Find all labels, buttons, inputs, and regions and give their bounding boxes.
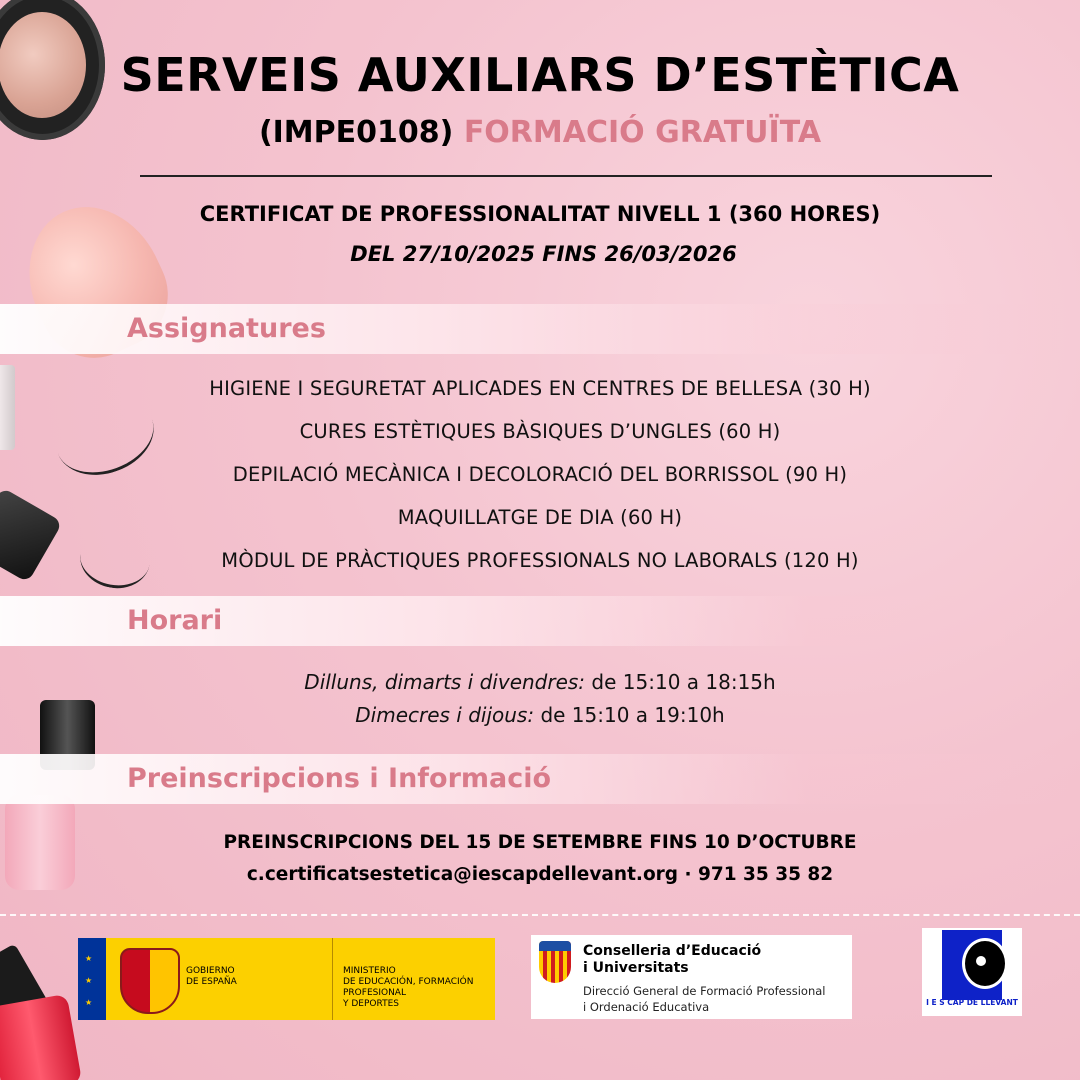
spain-coat-of-arms-icon bbox=[120, 948, 180, 1014]
ministry-line: Y DEPORTES bbox=[343, 999, 399, 1009]
ies-text: I E S CAP DE LLEVANT bbox=[926, 998, 1018, 1007]
separator: · bbox=[684, 864, 692, 885]
schedule-time: de 15:10 a 19:10h bbox=[540, 703, 725, 727]
list-item: HIGIENE I SEGURETAT APLICADES EN CENTRES DE BELLESA (30 H) bbox=[209, 377, 871, 400]
section-title-schedule: Horari bbox=[127, 605, 223, 636]
contact-phone[interactable]: 971 35 35 82 bbox=[697, 864, 834, 885]
schedule-row bbox=[0, 701, 1080, 734]
nail-polish-icon bbox=[0, 994, 82, 1080]
balearic-shield-icon bbox=[539, 941, 571, 983]
subject-list bbox=[0, 374, 1080, 589]
list-item: MÒDUL DE PRÀCTIQUES PROFESSIONALS NO LABORALS (120 H) bbox=[221, 549, 859, 572]
ministry-line: DE EDUCACIÓN, FORMACIÓN PROFESIONAL bbox=[343, 977, 474, 998]
schedule bbox=[0, 668, 1080, 734]
gov-line: GOBIERNO bbox=[186, 966, 235, 976]
contact-line bbox=[0, 862, 1080, 894]
conselleria-line: i Ordenació Educativa bbox=[583, 1000, 710, 1014]
conselleria-line: Conselleria d’Educació bbox=[583, 943, 762, 959]
section-title-info: Preinscripcions i Informació bbox=[127, 763, 552, 794]
ministry-text bbox=[343, 966, 495, 1010]
conselleria-logo bbox=[531, 935, 852, 1019]
conselleria-line: i Universitats bbox=[583, 960, 689, 976]
gobierno-espana-logo bbox=[78, 938, 495, 1020]
course-dates: DEL 27/10/2025 FINS 26/03/2026 bbox=[350, 242, 737, 266]
logo-divider bbox=[332, 938, 333, 1020]
list-item: DEPILACIÓ MECÀNICA I DECOLORACIÓ DEL BORRISSOL (90 H) bbox=[232, 463, 848, 486]
list-item: CURES ESTÈTIQUES BÀSIQUES D’UNGLES (60 H) bbox=[299, 420, 781, 443]
free-training-label: FORMACIÓ GRATUÏTA bbox=[463, 115, 822, 150]
section-title-subjects: Assignatures bbox=[127, 313, 326, 344]
footer-divider bbox=[0, 914, 1080, 916]
ies-cap-de-llevant-logo bbox=[922, 928, 1022, 1016]
gov-text bbox=[186, 966, 237, 988]
section-band-subjects bbox=[0, 304, 1080, 354]
page-title: SERVEIS AUXILIARS D’ESTÈTICA bbox=[120, 48, 960, 102]
course-code: (IMPE0108) bbox=[258, 115, 454, 150]
divider bbox=[140, 175, 992, 177]
ministry-line: MINISTERIO bbox=[343, 966, 396, 976]
section-band-info bbox=[0, 754, 1080, 804]
section-band-schedule bbox=[0, 596, 1080, 646]
conselleria-department bbox=[583, 983, 825, 1015]
gov-line: DE ESPAÑA bbox=[186, 977, 237, 987]
schedule-time: de 15:10 a 18:15h bbox=[591, 670, 776, 694]
contact-info bbox=[0, 830, 1080, 894]
subtitle bbox=[0, 115, 1080, 150]
conselleria-line: Direcció General de Formació Professional bbox=[583, 984, 826, 998]
contact-email[interactable]: c.certificatsestetica@iescapdellevant.org bbox=[246, 864, 679, 885]
conselleria-name bbox=[583, 943, 761, 977]
list-item: MAQUILLATGE DE DIA (60 H) bbox=[397, 506, 683, 529]
certificate-label: CERTIFICAT DE PROFESSIONALITAT NIVELL 1 (360 HORES) bbox=[199, 202, 881, 226]
schedule-days: Dilluns, dimarts i divendres: bbox=[304, 670, 586, 694]
schedule-days: Dimecres i dijous: bbox=[355, 703, 535, 727]
eu-flag-icon bbox=[78, 938, 106, 1020]
preinscription-dates: PREINSCRIPCIONS DEL 15 DE SETEMBRE FINS 10 D’OCTUBRE bbox=[223, 832, 857, 853]
logo-dot-icon bbox=[976, 956, 986, 966]
schedule-row bbox=[0, 668, 1080, 701]
